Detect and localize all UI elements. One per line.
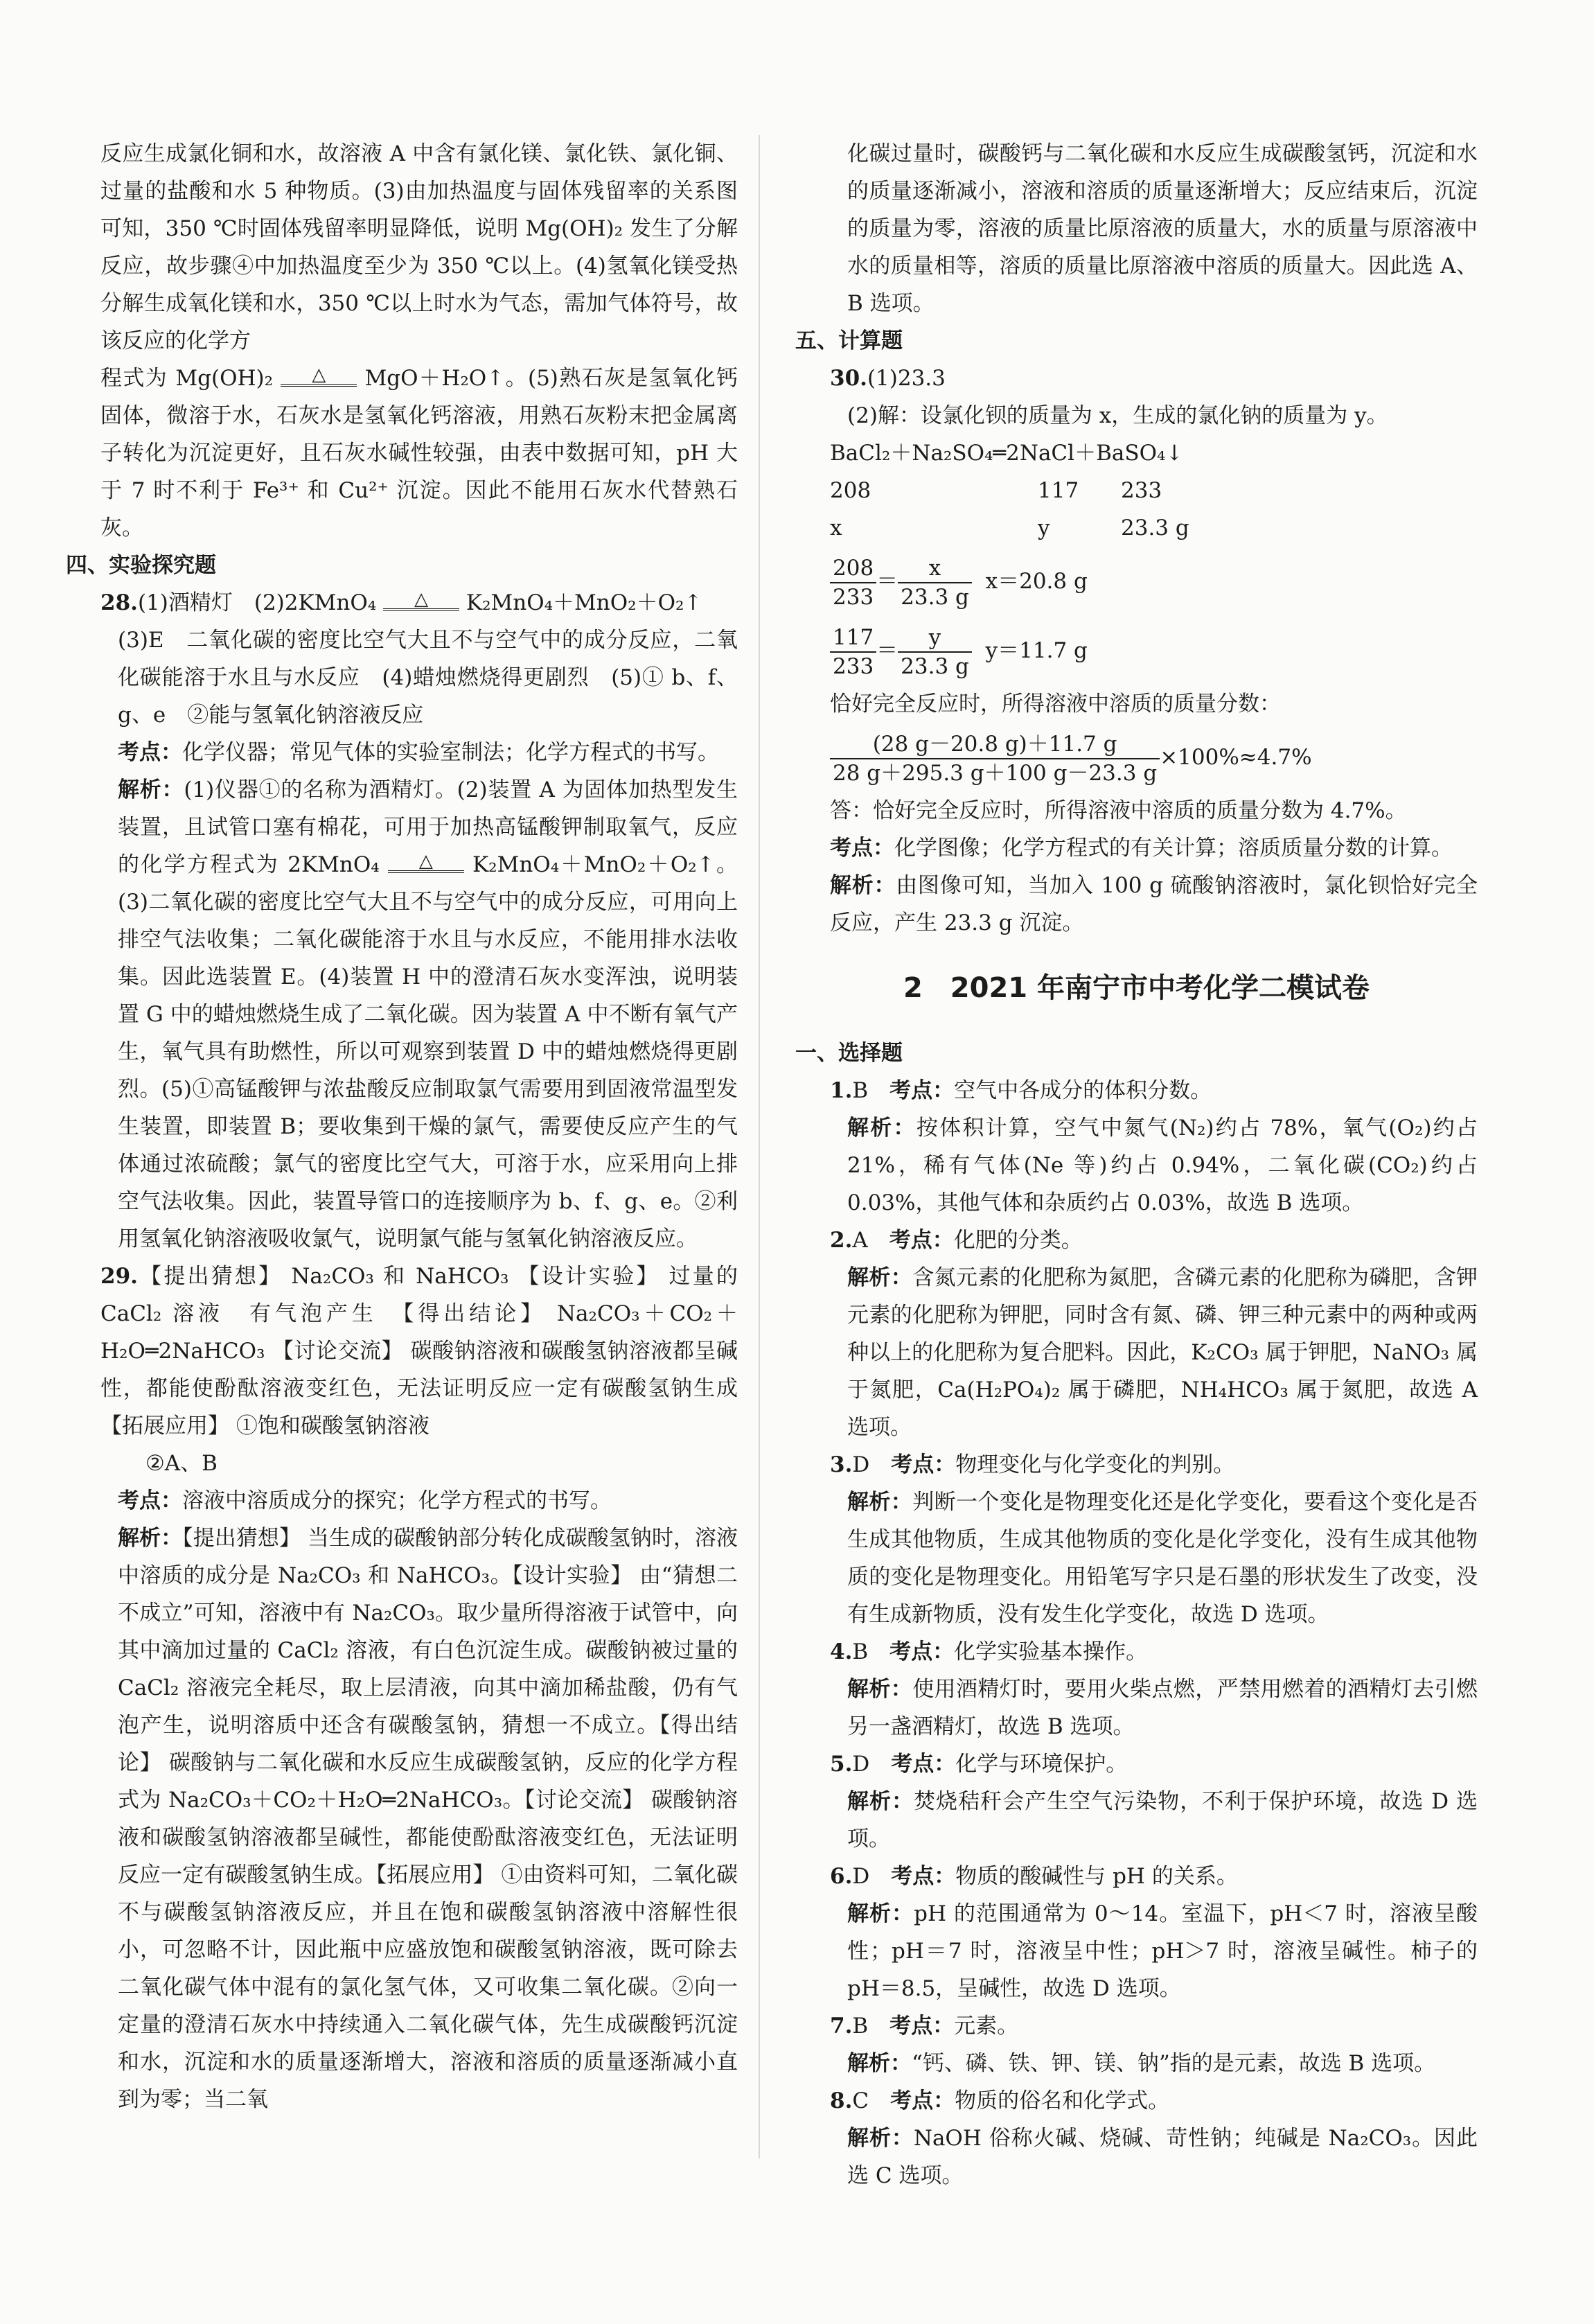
- unknown-cell: x: [830, 516, 842, 540]
- mass-cell: 208: [830, 478, 871, 503]
- q29-answer: [66, 1258, 759, 1445]
- question-number: 2.: [830, 1228, 853, 1253]
- section-heading-5: 五、计算题: [795, 328, 903, 353]
- q30-jiexi: [795, 867, 1478, 942]
- question-number: 3.: [830, 1452, 853, 1477]
- answer-explanation: [795, 1783, 1478, 1858]
- jiexi-text: 按体积计算，空气中氮气(N₂)约占 78%，氧气(O₂)约占 21%，稀有气体(Ne 等)约占 0.94%，二氧化碳(CO₂)约占 0.03%，其他气体和杂质约占 0.03%，故选 B 选项。: [847, 1116, 1478, 1215]
- kaodian-text: 物质的酸碱性与 pH 的关系。: [955, 1864, 1238, 1889]
- jiexi-label: 解析：: [847, 1789, 914, 1814]
- result: ×100%≈4.7%: [1160, 745, 1312, 770]
- delta-symbol: △: [388, 852, 464, 873]
- text: 化学仪器；常见气体的实验室制法；化学方程式的书写。: [182, 740, 719, 765]
- numerator: x: [898, 554, 972, 583]
- answer-explanation: [795, 1895, 1478, 2007]
- fraction: [830, 730, 1160, 787]
- question-number: 5.: [830, 1752, 853, 1777]
- text: K₂MnO₄＋MnO₂＋O₂↑: [466, 590, 702, 615]
- jiexi-label: 解析：: [847, 1677, 913, 1702]
- denominator: 23.3 g: [901, 584, 969, 610]
- answer-item: [795, 2007, 1478, 2045]
- fraction: [898, 624, 972, 680]
- kaodian-text: 物质的俗名和化学式。: [955, 2088, 1170, 2113]
- jiexi-label: 解析：: [847, 1490, 913, 1515]
- heat-arrow: [281, 366, 357, 394]
- jiexi-text: 焚烧秸秆会产生空气污染物，不利于保护环境，故选 D 选项。: [847, 1789, 1478, 1851]
- answer-explanation: [795, 1259, 1478, 1446]
- answer-item: [795, 1633, 1478, 1671]
- exam-title: 2 2021 年南宁市中考化学二模试卷: [903, 972, 1370, 1004]
- kaodian-text: 空气中各成分的体积分数。: [954, 1078, 1212, 1103]
- section-heading-1: 一、选择题: [795, 1041, 903, 1066]
- question-number: 29.: [100, 1264, 138, 1289]
- q28-jiexi: [66, 771, 738, 1258]
- question-number: 30.: [830, 366, 867, 391]
- answer-explanation: [795, 1671, 1478, 1745]
- answer-choice: D: [852, 1452, 870, 1477]
- denominator: 233: [833, 653, 874, 679]
- question-number: 7.: [830, 2014, 853, 2039]
- q29-jiexi-continued: 化碳过量时，碳酸钙与二氧化碳和水反应生成碳酸氢钙，沉淀和水的质量逐渐减小，溶液和溶质的质量逐渐增大；反应结束后，沉淀的质量为零，溶液的质量比原溶液的质量大，水的质量与原溶液中水的质量相等，溶质的质量比原溶液中溶质的质量大。因此选 A、B 选项。: [847, 141, 1478, 316]
- text: 【提出猜想】 Na₂CO₃ 和 NaHCO₃ 【设计实验】 过量的 CaCl₂ 溶液 有气泡产生 【得出结论】 Na₂CO₃＋CO₂＋H₂O═2NaHCO₃ 【讨论交流】 碳酸钠溶液和碳酸氢钠溶液都呈碱性，都能使酚酞溶液变红色，无法证明反应一定有碳酸氢钠生成 【拓展应用】 ①饱和碳酸氢钠溶液: [100, 1264, 759, 1438]
- section-heading-4: 四、实验探究题: [66, 553, 216, 578]
- answer-item: [795, 1745, 1478, 1783]
- jiexi-text: 使用酒精灯时，要用火柴点燃，严禁用燃着的酒精灯去引燃另一盏酒精灯，故选 B 选项。: [847, 1677, 1478, 1739]
- q28-answer-cont: (3)E 二氧化碳的密度比空气大且不与空气中的成分反应，二氧化碳能溶于水且与水反应 (4)蜡烛燃烧得更剧烈 (5)① b、f、g、e ②能与氢氧化钠溶液反应: [118, 628, 738, 728]
- q30-part2: (2)解：设氯化钡的质量为 x，生成的氯化钠的质量为 y。: [847, 403, 1388, 428]
- q28-answer: [66, 584, 738, 622]
- text: K₂MnO₄＋MnO₂＋O₂↑。(3)二氧化碳的密度比空气大且不与空气中的成分反应，可用向上排空气法收集；二氧化碳能溶于水且与水反应，不能用排水法收集。因此选装置 E。(4)装置 H 中的澄清石灰水变浑浊，说明装置 G 中的蜡烛燃烧生成了二氧化碳。因为装置 A 中不断有氧气产生，氧气具有助燃性，所以可观察到装置 D 中的蜡烛燃烧得更剧烈。(5)①高锰酸钾与浓盐酸反应制取氯气需要用到固液常温型发生装置，即装置 B；要收集到干燥的氯气，需要使反应产生的气体通过浓硫酸；氯气的密度比空气大，可溶于水，应采用向上排空气法收集。因此，装置导管口的连接顺序为 b、f、g、e。②利用氢氧化钠溶液吸收氯气，说明氯气能与氢氧化钠溶液反应。: [118, 852, 738, 1251]
- denominator: 23.3 g: [901, 653, 969, 679]
- q30-fraction-1: $\frac{208}{233}$ ＝ $\frac{x}{23.3 g}$ x＝20.8 g: [795, 547, 1478, 616]
- result: x＝20.8 g: [985, 569, 1088, 594]
- question-number: 6.: [830, 1864, 853, 1889]
- mass-cell: 233: [1121, 478, 1162, 503]
- column-divider: [759, 135, 760, 2158]
- heat-arrow: [388, 852, 464, 880]
- numerator: 117: [830, 624, 876, 653]
- kaodian-label: 考点：: [118, 740, 182, 765]
- answer-item: [795, 2082, 1478, 2120]
- kaodian-label: 考点：: [889, 1078, 955, 1103]
- numerator: (28 g－20.8 g)＋11.7 g: [830, 730, 1160, 759]
- answer-list: [795, 1072, 1478, 2194]
- jiexi-text: 判断一个变化是物理变化还是化学变化，要看这个变化是否生成其他物质，生成其他物质的变化是化学变化，没有生成其他物质的变化是物理变化。用铅笔写字只是石墨的形状发生了改变，没有生成新物质，没有发生化学变化，故选 D 选项。: [847, 1490, 1478, 1627]
- delta-symbol: △: [383, 590, 459, 611]
- jiexi-label: 解析：: [847, 1265, 913, 1290]
- jiexi-label: 解析：: [830, 873, 896, 898]
- text: MgO＋H₂O↑。(5)熟石灰是氢氧化钙固体，微溶于水，石灰水是氢氧化钙溶液，用熟石灰粉末把金属离子转化为沉淀更好，且石灰水碱性较强，由表中数据可知，pH 大于 7 时不利于 Fe³⁺ 和 Cu²⁺ 沉淀。因此不能用石灰水代替熟石灰。: [100, 366, 738, 540]
- answer-item: [795, 1072, 1478, 1109]
- q30-equation: BaCl₂＋Na₂SO₄═2NaCl＋BaSO₄↓: [830, 441, 1184, 466]
- q30-mass-row: [795, 472, 1478, 509]
- jiexi-text: pH 的范围通常为 0～14。室温下，pH＜7 时，溶液呈酸性；pH＝7 时，溶液呈中性；pH＞7 时，溶液呈碱性。柿子的 pH＝8.5，呈碱性，故选 D 选项。: [847, 1901, 1478, 2001]
- text: (1)仪器①的名称为酒精灯。(2)装置 A 为固体加热型发生装置，且试管口塞有棉花，可用于加热高锰酸钾制取氧气，反应的化学方程式为 2KMnO₄: [118, 777, 738, 877]
- denominator: 233: [833, 584, 874, 610]
- q29-kaodian: [66, 1482, 738, 1520]
- left-column: [66, 135, 759, 2118]
- text: 反应生成氯化铜和水，故溶液 A 中含有氯化镁、氯化铁、氯化铜、过量的盐酸和水 5 种物质。(3)由加热温度与固体残留率的关系图可知，350 ℃时固体残留率明显降低，说明 Mg(OH)₂ 发生了分解反应，故步骤④中加热温度至少为 350 ℃以上。(4)氢氧化镁受热分解生成氧化镁和水，350 ℃以上时水为气态，需加气体符号，故该反应的化学方: [100, 141, 738, 353]
- text: 【提出猜想】 当生成的碳酸钠部分转化成碳酸氢钠时，溶液中溶质的成分是 Na₂CO₃ 和 NaHCO₃。【设计实验】 由“猜想二不成立”可知，溶液中有 Na₂CO₃。取少量所得溶液于试管中，向其中滴加过量的 CaCl₂ 溶液，有白色沉淀生成。碳酸钠被过量的 CaCl₂ 溶液完全耗尽，取上层清液，向其中滴加稀盐酸，仍有气泡产生，说明溶质中还含有碳酸氢钠，猜想一不成立。【得出结论】 碳酸钠与二氧化碳和水反应生成碳酸氢钠，反应的化学方程式为 Na₂CO₃＋CO₂＋H₂O═2NaHCO₃。【讨论交流】 碳酸钠溶液和碳酸氢钠溶液都呈碱性，都能使酚酞溶液变红色，无法证明反应一定有碳酸氢钠生成。【拓展应用】 ①由资料可知，二氧化碳不与碳酸氢钠溶液反应，并且在饱和碳酸氢钠溶液中溶解性很小，可忽略不计，因此瓶中应盛放饱和碳酸氢钠溶液，既可除去二氧化碳气体中混有的氯化氢气体，又可收集二氧化碳。②向一定量的澄清石灰水中持续通入二氧化碳气体，先生成碳酸钙沉淀和水，沉淀和水的质量逐渐增大，溶液和溶质的质量逐渐减小直到为零；当二氧: [118, 1526, 738, 2112]
- paragraph-27-continued: [66, 135, 738, 360]
- mass-cell: 117: [1038, 478, 1079, 503]
- question-number: 1.: [830, 1078, 853, 1103]
- heat-arrow: [383, 590, 459, 618]
- answer-explanation: [795, 1109, 1478, 1222]
- kaodian-label: 考点：: [889, 2014, 955, 2039]
- q30-part1: [795, 360, 1478, 397]
- delta-symbol: △: [281, 366, 357, 387]
- answer-explanation: [795, 2045, 1478, 2082]
- kaodian-label: 考点：: [890, 2088, 955, 2113]
- answer-choice: D: [852, 1864, 870, 1889]
- answer-choice: B: [852, 1639, 869, 1664]
- jiexi-label: 解析：: [847, 2126, 914, 2151]
- kaodian-label: 考点：: [889, 1228, 954, 1253]
- kaodian-label: 考点：: [891, 1452, 956, 1477]
- q30-unknown-row: [795, 509, 1478, 547]
- text: (1)酒精灯 (2)2KMnO₄: [137, 590, 377, 615]
- jiexi-text: 含氮元素的化肥称为氮肥，含磷元素的化肥称为磷肥，含钾元素的化肥称为钾肥，同时含有氮、磷、钾三种元素中的两种或两种以上的化肥称为复合肥料。因此，K₂CO₃ 属于钾肥，NaNO₃ 属于氮肥，Ca(H₂PO₄)₂ 属于磷肥，NH₄HCO₃ 属于氮肥，故选 A 选项。: [847, 1265, 1478, 1440]
- q30-part3: 恰好完全反应时，所得溶液中溶质的质量分数：: [830, 692, 1281, 716]
- answer-choice: B: [852, 1078, 869, 1103]
- q30-answer: 答：恰好完全反应时，所得溶液中溶质的质量分数为 4.7%。: [830, 798, 1407, 823]
- q29-answer-cont: ②A、B: [145, 1451, 218, 1476]
- question-number: 28.: [100, 590, 138, 615]
- q30-fraction-2: $\frac{117}{233}$ ＝ $\frac{y}{23.3 g}$ y＝11.7 g: [795, 616, 1478, 685]
- jiexi-label: 解析：: [847, 1901, 914, 1926]
- text: 化学图像；化学方程式的有关计算；溶质质量分数的计算。: [894, 836, 1453, 861]
- text: 溶液中溶质成分的探究；化学方程式的书写。: [182, 1488, 612, 1513]
- answer-item: [795, 1858, 1478, 1895]
- q30-kaodian: [795, 829, 1478, 867]
- answer-choice: B: [852, 2014, 869, 2039]
- jiexi-label: 解析：: [118, 777, 184, 802]
- kaodian-label: 考点：: [118, 1488, 182, 1513]
- jiexi-text: “钙、磷、铁、钾、镁、钠”指的是元素，故选 B 选项。: [912, 2051, 1436, 2076]
- text: 程式为 Mg(OH)₂: [100, 366, 274, 391]
- numerator: y: [898, 624, 972, 653]
- unknown-cell: y: [1038, 516, 1050, 540]
- kaodian-label: 考点：: [891, 1752, 956, 1777]
- fraction: [830, 624, 876, 680]
- answer-choice: D: [852, 1752, 870, 1777]
- kaodian-label: 考点：: [889, 1639, 955, 1664]
- answer-explanation: [795, 1484, 1478, 1633]
- text: 由图像可知，当加入 100 g 硫酸钠溶液时，氯化钡恰好完全反应，产生 23.3 g 沉淀。: [830, 873, 1478, 935]
- kaodian-text: 化学与环境保护。: [955, 1752, 1128, 1777]
- q30-fraction-3: [795, 723, 1478, 792]
- question-number: 8.: [830, 2088, 853, 2113]
- answer-choice: C: [852, 2088, 869, 2113]
- kaodian-text: 元素。: [954, 2014, 1019, 2039]
- jiexi-label: 解析：: [118, 1526, 183, 1551]
- text: (1)23.3: [867, 366, 946, 391]
- right-column: [795, 135, 1478, 2194]
- kaodian-text: 化学实验基本操作。: [954, 1639, 1148, 1664]
- unknown-cell: 23.3 g: [1121, 516, 1189, 540]
- question-number: 4.: [830, 1639, 853, 1664]
- numerator: 208: [830, 554, 876, 583]
- jiexi-label: 解析：: [847, 2051, 912, 2076]
- q28-kaodian: [66, 734, 738, 771]
- fraction: [898, 554, 972, 611]
- result: y＝11.7 g: [985, 638, 1088, 663]
- paragraph-27-equation: [66, 360, 738, 547]
- answer-choice: A: [852, 1228, 868, 1253]
- q29-jiexi: [66, 1520, 738, 2118]
- denominator: 28 g＋295.3 g＋100 g－23.3 g: [833, 760, 1158, 786]
- kaodian-label: 考点：: [891, 1864, 956, 1889]
- answer-explanation: [795, 2120, 1478, 2194]
- kaodian-text: 化肥的分类。: [953, 1228, 1083, 1253]
- answer-item: [795, 1446, 1478, 1484]
- kaodian-label: 考点：: [830, 836, 894, 861]
- kaodian-text: 物理变化与化学变化的判别。: [955, 1452, 1235, 1477]
- jiexi-label: 解析：: [847, 1116, 916, 1141]
- answer-item: [795, 1222, 1478, 1259]
- fraction: [830, 554, 876, 611]
- jiexi-text: NaOH 俗称火碱、烧碱、苛性钠；纯碱是 Na₂CO₃。因此选 C 选项。: [847, 2126, 1478, 2188]
